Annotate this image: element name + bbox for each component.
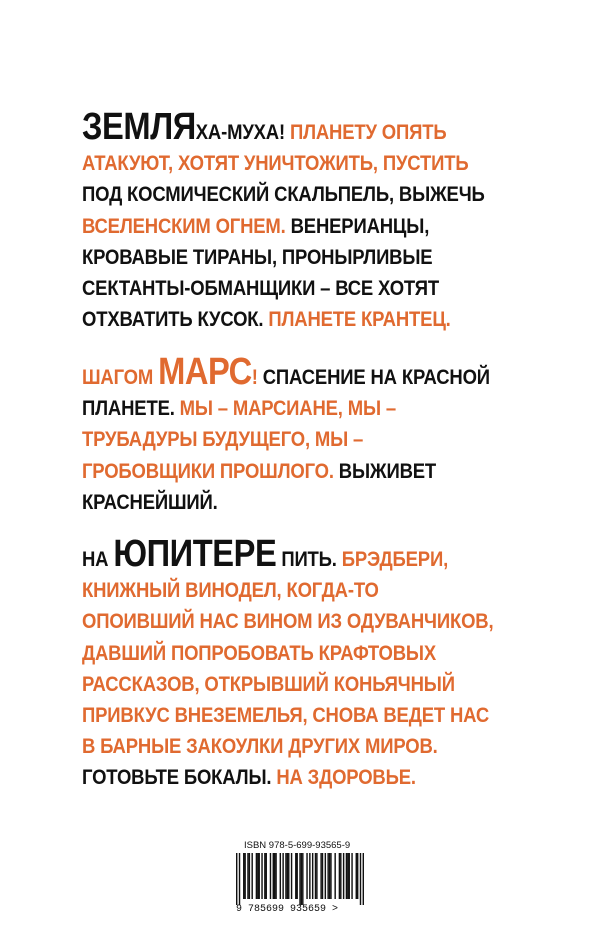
highlight-word: МАРС xyxy=(158,351,252,393)
text-line: ПРИВКУС ВНЕЗЕМЕЛЬЯ, СНОВА ВЕДЕТ НАС xyxy=(82,703,490,728)
isbn-label: ISBN 978-5-699-93565-9 xyxy=(244,840,351,851)
text-span: ХА-МУХА! xyxy=(195,120,290,144)
barcode-bar xyxy=(316,853,317,899)
barcode-bar xyxy=(270,853,271,899)
text-line xyxy=(82,456,512,487)
barcode-bar xyxy=(259,853,260,899)
barcode-bar xyxy=(288,853,289,899)
barcode-bar xyxy=(251,853,252,899)
barcode-bar xyxy=(301,853,302,905)
text-line: АТАКУЮТ, ХОТЯТ УНИЧТОЖИТЬ, ПУСТИТЬ xyxy=(82,151,469,176)
barcode-bar xyxy=(261,853,262,899)
barcode-bar xyxy=(346,853,347,899)
text-line: КРАСНЕЙШИЙ. xyxy=(82,489,218,514)
barcode-bar xyxy=(363,853,364,905)
text-line: КНИЖНЫЙ ВИНОДЕЛ, КОГДА-ТО xyxy=(82,578,379,603)
barcode-bar xyxy=(312,853,313,899)
barcode-bar xyxy=(247,853,248,899)
text-line xyxy=(82,351,512,393)
text-span: НА xyxy=(82,547,114,571)
text-span: ПИТЬ. xyxy=(276,547,342,571)
text-line xyxy=(82,304,512,335)
text-span: МЫ – МАРСИАНЕ, МЫ – xyxy=(179,396,396,421)
barcode-bar xyxy=(349,853,350,899)
barcode-bar xyxy=(327,853,328,899)
barcode-bar xyxy=(295,853,296,899)
barcode-bar xyxy=(340,853,341,899)
highlight-word: ЮПИТЕРЕ xyxy=(113,533,277,575)
text-line: ДАВШИЙ ПОПРОБОВАТЬ КРАФТОВЫХ xyxy=(82,640,437,665)
barcode-bar xyxy=(275,853,276,899)
text-line: СЕКТАНТЫ-ОБМАНЩИКИ – ВСЕ ХОТЯТ xyxy=(82,276,440,301)
barcode-bar xyxy=(343,853,344,899)
barcode-bar xyxy=(249,853,250,899)
barcode-bar xyxy=(360,853,361,905)
barcode-bar xyxy=(236,853,237,905)
barcode-bar xyxy=(274,853,275,899)
paragraph-earth xyxy=(82,106,512,335)
barcode-bar xyxy=(285,853,286,899)
barcode-bar xyxy=(239,853,240,905)
barcode-bar xyxy=(320,853,321,899)
barcode-bar xyxy=(256,853,257,899)
text-line: ТРУБАДУРЫ БУДУЩЕГО, МЫ – xyxy=(82,427,364,452)
barcode-bar xyxy=(266,853,267,899)
text-line xyxy=(82,533,512,575)
barcode-bar xyxy=(296,853,297,899)
barcode-bar xyxy=(280,853,281,899)
highlight-word: ЗЕМЛЯ xyxy=(82,106,196,148)
text-span: НА ЗДОРОВЬЕ. xyxy=(276,765,416,790)
barcode-bar xyxy=(325,853,326,899)
text-span: ВЕНЕРИАНЦЫ, xyxy=(290,213,430,238)
barcode-bar xyxy=(243,853,244,899)
text-line xyxy=(82,211,512,242)
barcode-bar xyxy=(257,853,258,899)
barcode-bar xyxy=(347,853,348,899)
text-span: ВЫЖИВЕТ xyxy=(338,458,437,483)
text-line: РАССКАЗОВ, ОТКРЫВШИЙ КОНЬЯЧНЫЙ xyxy=(82,671,455,696)
barcode-block xyxy=(236,840,368,915)
barcode-bar xyxy=(244,853,245,899)
barcode-bar xyxy=(329,853,330,899)
barcode-bar xyxy=(282,853,283,899)
barcode-bar xyxy=(299,853,300,905)
text-line xyxy=(82,106,512,148)
barcode-bar xyxy=(291,853,292,899)
barcode-bar xyxy=(302,853,303,905)
paragraph-mars xyxy=(82,351,512,518)
text-line: ОПОИВШИЙ НАС ВИНОМ ИЗ ОДУВАНЧИКОВ, xyxy=(82,609,494,634)
barcode-bar xyxy=(264,853,265,899)
barcode-bar xyxy=(309,853,310,899)
text-span: СПАСЕНИЕ НА КРАСНОЙ xyxy=(262,365,490,389)
text-span: БРЭДБЕРИ, xyxy=(341,547,449,571)
barcode-bar xyxy=(315,853,316,899)
text-line: ПОД КОСМИЧЕСКИЙ СКАЛЬПЕЛЬ, ВЫЖЕЧЬ xyxy=(82,182,485,207)
paragraph-jupiter xyxy=(82,533,512,794)
barcode-bar xyxy=(351,853,352,899)
text-span: ГРОБОВЩИКИ ПРОШЛОГО. xyxy=(82,458,339,483)
text-span: ! xyxy=(251,365,263,389)
text-span: ШАГОМ xyxy=(82,365,159,389)
barcode-bar xyxy=(330,853,331,899)
text-line xyxy=(82,393,512,424)
barcode-bar xyxy=(306,853,307,899)
text-span: ПЛАНЕТЕ. xyxy=(82,396,180,421)
barcode-bar xyxy=(287,853,288,899)
barcode-number: 9 785699 935659 > xyxy=(236,904,339,915)
text-line: КРОВАВЫЕ ТИРАНЫ, ПРОНЫРЛИВЫЕ xyxy=(82,244,433,269)
barcode-bar xyxy=(334,853,335,899)
barcode-icon xyxy=(236,853,364,905)
text-span: ОТХВАТИТЬ КУСОК. xyxy=(82,307,269,332)
text-span: ВСЕЛЕНСКИМ ОГНЕМ. xyxy=(82,213,291,238)
text-line: В БАРНЫЕ ЗАКОУЛКИ ДРУГИХ МИРОВ. xyxy=(82,734,438,759)
barcode-bar xyxy=(322,853,323,899)
barcode-bar xyxy=(357,853,358,899)
text-span: ПЛАНЕТЕ КРАНТЕЦ. xyxy=(268,307,451,332)
barcode-bar xyxy=(339,853,340,899)
barcode-bar xyxy=(356,853,357,899)
barcode-bar xyxy=(273,853,274,899)
text-span: ГОТОВЬТЕ БОКАЛЫ. xyxy=(82,765,277,790)
text-span: ПЛАНЕТУ ОПЯТЬ xyxy=(289,120,447,144)
text-line xyxy=(82,762,512,793)
